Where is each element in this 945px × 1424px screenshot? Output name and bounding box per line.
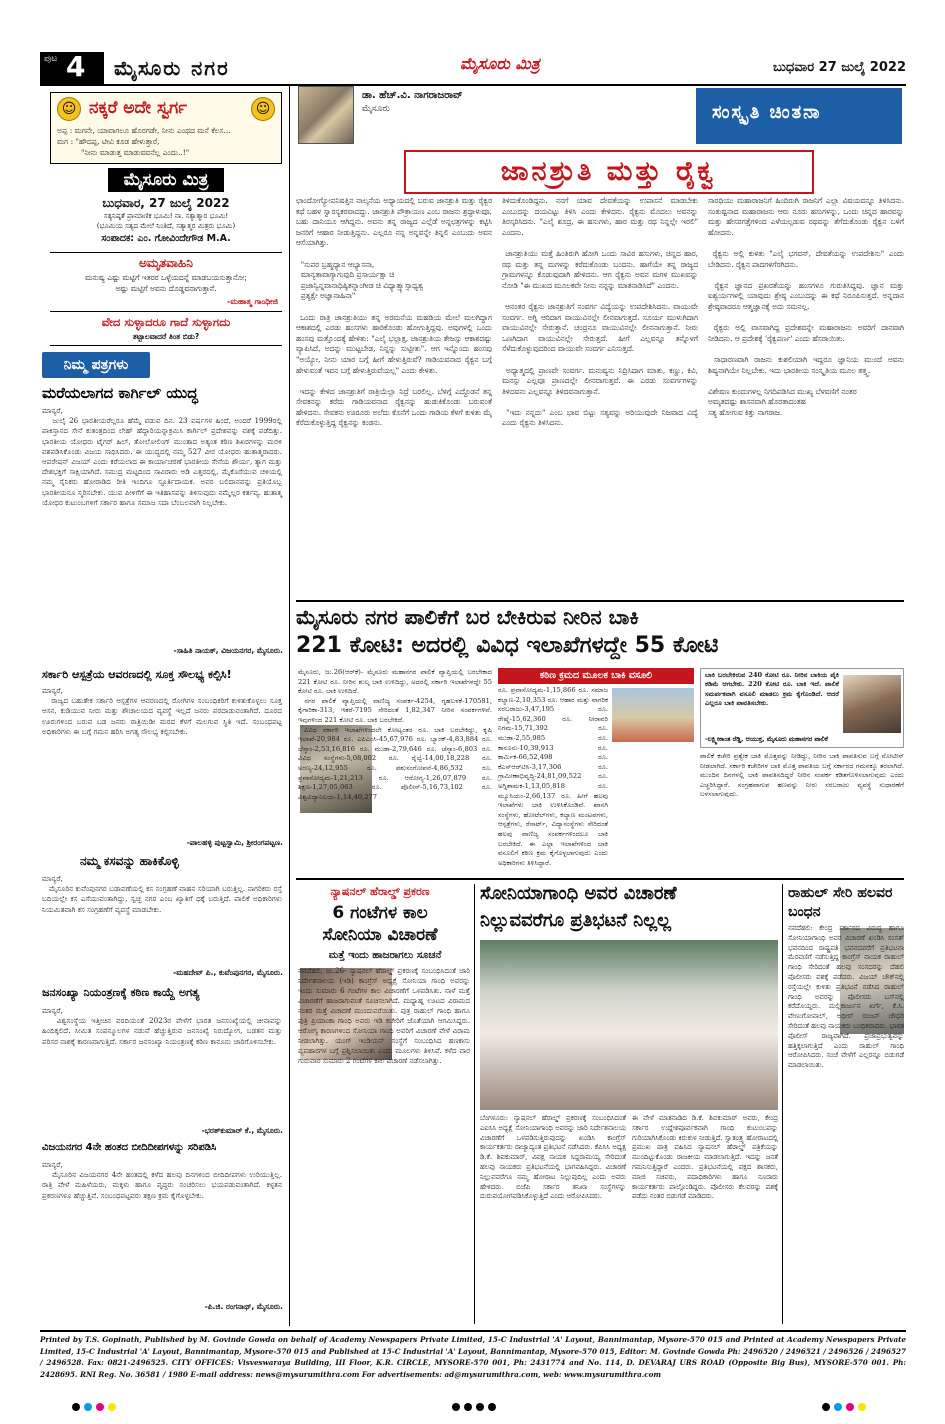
letter-body: ಮಾನ್ಯರೆ, ಜುಲೈ 26 ಭಾರತೀಯರೆಲ್ಲರೂ ಹೆಮ್ಮೆ ಪಡುವ ದಿನ. 23 ವರ್ಷಗಳ ಹಿಂದೆ, ಅಂದರೆ 1999ರಲ್ಲಿ ಪಾಕಿಸ್ತಾನದ ಸೇನೆ ಕುತಂತ್ರದಿಂದ ಲೇಹ್ ಹೆದ್ದಾರಿಯನ್ನಾಕ್ರಮಿಸಿ ಕಾರ್ಗಿಲ್‌ ಪ್ರದೇಶವನ್ನು ವಶಕ್ಕೆ ಪಡೆದಿತ್ತು. ಭಾರತೀಯ ಯೋಧರು ಟೈಗರ್ ಹಿಲ್, ತೋಲೋಲಿಂಗ್ ಮುಂತಾದ ಅತ್ಯಂತ ಕಠಿಣ ಶಿಖರಗಳನ್ನು ಮರಳಿ ವಶಪಡಿಸಿಕೊಂಡು ವಿಜಯ ಸಾಧಿಸಿದರು. ಈ ಯುದ್ಧದಲ್ಲಿ ನಮ್ಮ 527 ವೀರ ಯೋಧರು ಹುತಾತ್ಮರಾದರು. ಆಪರೇಷನ್ ವಿಜಯ್ ಎಂದು ಕರೆಯಲಾದ ಈ ಕಾರ್ಯಾಚರಣೆ ಭಾರತೀಯ ಸೇನೆಯ ಶೌರ್ಯ, ತ್ಯಾಗ ಮತ್ತು ದೇಶಭಕ್ತಿಗೆ ಸಾಕ್ಷಿಯಾಗಿದೆ. ಸಮುದ್ರ ಮಟ್ಟದಿಂದ ಸಾವಿರಾರು ಅಡಿ ಎತ್ತರದಲ್ಲಿ, ಮೈಕೊರೆಯುವ ಚಳಿಯಲ್ಲಿ ನಮ್ಮ ಸೈನಿಕರು ಹೋರಾಡಿದ ರೀತಿ ಇಂದಿಗೂ ಸ್ಫೂರ್ತಿದಾಯಕ. ಅವರ ಬಲಿದಾನವನ್ನು ಪ್ರತಿಯೊಬ್ಬ ಭಾರತೀಯನೂ ಸ್ಮರಿಸಬೇಕು. ಯುವ ಪೀಳಿಗೆಗೆ ಈ ಇತಿಹಾಸವನ್ನು ತಿಳಿಸುವುದು ನಮ್ಮೆಲ್ಲರ ಕರ್ತವ್ಯ. ಹುತಾತ್ಮ ಯೋಧರ ಕುಟುಂಬಗಳಿಗೆ ಸರ್ಕಾರ ಹಾಗೂ ಸಮಾಜ ಸದಾ ಬೆಂಬಲವಾಗಿ ನಿಲ್ಲಬೇಕು.: [42, 406, 283, 507]
footer-imprint: Printed by T.S. Gopinath, Published by M. Govinde Gowda on behalf of Academy Newspapers Private Limited, 15-C Industrial 'A' Layout, Bannimantap, Mysore-570 015 and Printed at Academy Newspapers Private Limited, 15-C Industrial 'A' Layout, Bannimantap, Mysore-570 015 and Published at 15-C Industrial 'A' Layout, Bannimantap, Mysore-570 015, Editor: M. Govinde Gowda Ph: 2496520 / 2496521 / 2496526 / 2496527 / 2496528. Fax: 0821-2496525. CITY OFFICES: Visveswaraya Building, III Floor, K.R. CIRCLE, MYSORE-570 001, Ph: 2431774 and No. 114, D. DEVARAJ URS ROAD (Opposite Big Bus), MYSORE-570 001. Ph: 2428695. RNI Reg. No. 36581 / 1980 E-mail address: news@mysurumithra.com For advertisements: ad@mysurumithra.com, web: www.mysurumithra.com: [40, 1335, 906, 1379]
water-headline-2: 221 ಕೋಟಿ: ಅದರಲ್ಲಿ ವಿವಿಧ ಇಲಾಖೆಗಳದ್ದೇ 55 ಕೋಟಿ: [296, 633, 719, 658]
rahul-headline: ರಾಹುಲ್ ಸೇರಿ ಹಲವರ ಬಂಧನ: [788, 885, 893, 920]
letters-section: [40, 350, 285, 1325]
section-name: ಮೈಸೂರು ನಗರ: [114, 56, 230, 80]
water-headline-1: ಮೈಸೂರು ನಗರ ಪಾಲಿಕೆಗೆ ಬರ ಬೇಕಿರುವ ನೀರಿನ ಬಾಕಿ: [296, 605, 639, 629]
series-title: ಸಂಸ್ಕೃತಿ ಚಿಂತನಾ: [712, 102, 822, 123]
sonia-body: ನವದೆಹಲಿ, ಜು.26- ನ್ಯಾಷನಲ್ ಹೆರಾಲ್ಡ್ ಪ್ರಕರಣಕ್ಕೆ ಸಂಬಂಧಿಸಿದಂತೆ ಜಾರಿ ನಿರ್ದೇಶನಾಲಯ (ಇಡಿ) ಕಾಂಗ್ರೆಸ್ ಅಧ್ಯಕ್ಷೆ ಸೋನಿಯಾ ಗಾಂಧಿ ಅವರನ್ನು ಇಂದು ಸುಮಾರು 6 ಗಂಟೆಗಳ ಕಾಲ ವಿಚಾರಣೆಗೆ ಒಳಪಡಿಸಿತು. ನಾಳೆ ಮತ್ತೆ ವಿಚಾರಣೆಗೆ ಹಾಜರಾಗುವಂತೆ ಸೂಚಿಸಲಾಗಿದೆ. ಮಧ್ಯಾಹ್ನ ಊಟದ ವಿರಾಮದ ನಂತರ ಮತ್ತೆ ವಿಚಾರಣೆ ಮುಂದುವರೆಯಿತು. ಪುತ್ರ ರಾಹುಲ್ ಗಾಂಧಿ ಹಾಗೂ ಪುತ್ರಿ ಪ್ರಿಯಾಂಕಾ ಗಾಂಧಿ ಅವರು ಇಡಿ ಕಚೇರಿಗೆ ಜೊತೆಯಾಗಿ ಆಗಮಿಸಿದ್ದರು. ಆರೋಗ್ಯ ಕಾರಣಗಳಿಂದ ಸೋನಿಯಾ ಗಾಂಧಿ ಅವರಿಗೆ ವಿಚಾರಣೆ ವೇಳೆ ವಿರಾಮ ನೀಡಲಾಗಿತ್ತು. ಯಂಗ್ ಇಂಡಿಯನ್ ಸಂಸ್ಥೆಗೆ ಸಂಬಂಧಿಸಿದ ಹಣಕಾಸು ವ್ಯವಹಾರಗಳ ಬಗ್ಗೆ ಪ್ರಶ್ನಿಸಲಾಯಿತು ಎಂದು ಮೂಲಗಳು ತಿಳಿಸಿವೆ. ಕಳೆದ ವಾರ ಗುರುವಾರ ಸುಮಾರು 2 ಗಂಟೆಗಳ ಕಾಲ ವಿಚಾರಣೆ ನಡೆಸಲಾಗಿತ್ತು.: [298, 967, 473, 1065]
footer-rule: [40, 1330, 906, 1332]
water-intro: ಮೈಸೂರು, ಜು.26(ಆರ್‌ಕೆ)- ಮೈಸೂರು ಮಹಾನಗರ ಪಾಲಿಕೆ ವ್ಯಾಪ್ತಿಯಲ್ಲಿ ಬರಬೇಕಾದ 221 ಕೋಟಿ ರೂ. ನೀರಿನ ಶುಲ್ಕ ಬಾಕಿ ಉಳಿದಿದ್ದು, ಅದರಲ್ಲಿ ಸರ್ಕಾರಿ ಇಲಾಖೆಗಳದ್ದೇ 55 ಕೋಟಿ ರೂ. ಬಾಕಿ ಉಳಿದಿದೆ. ನಗರ ಪಾಲಿಕೆ ವ್ಯಾಪ್ತಿಯಲ್ಲಿ ವಾಣಿಜ್ಯ ಸಂಪರ್ಕ-4254, ಗೃಹಬಳಕೆ-170581, ಕೈಗಾರಿಕಾ-313, ಇತರೆ-7195 ಸೇರಿದಂತೆ 1,82,347 ನೀರಿನ ಸಂಪರ್ಕಗಳಿವೆ. ಇವುಗಳಿಂದ 221 ಕೋಟಿ ರೂ. ಬಾಕಿ ಬರಬೇಕಿದೆ. ವಿವಿಧ ಸರ್ಕಾರಿ ಇಲಾಖೆಗಳಿಂದಲೇ ಕೋಟ್ಯಂತರ ರೂ. ಬಾಕಿ ಬರಬೇಕಿದ್ದು, ಕೃಷಿ ಇಲಾಖೆ-20,984 ರೂ. ಎಪಿಎಂಸಿ-45,67,976 ರೂ. ಬ್ಯಾಂಕ್-4,83,884 ರೂ. ಬೆಸ್ಕಾಂ-2,53,16,816 ರೂ. ಮುಡಾ-2,79,646 ರೂ. ಚೆಸ್ಕಾಂ-6,803 ರೂ. ವಿವಿಧ ಸಂಸ್ಥೆಗಳು-5,08,002 ರೂ. ರೈಲ್ವೆ-14,00,18,228 ರೂ. ಅರಣ್ಯ-24,12,955 ರೂ. ಪಶುಸಂಗೋಪನೆ-4,86,532 ರೂ. ಪ್ರವಾಸೋದ್ಯಮ-1,21,213 ರೂ. ಆರೋಗ್ಯ-1,26,07,879 ರೂ. ಶಿಕ್ಷಣ-1,27,05,063 ರೂ. ಪೊಲೀಸ್-5,16,73,102 ರೂ. ವಿಶ್ವವಿದ್ಯಾನಿಲಯ-1,14,40,277: [298, 668, 492, 801]
quote-title: ಅಮೃತವಾಹಿನಿ: [139, 256, 193, 270]
column-text-1: ಛಾಂದೋಗ್ಯೋಪನಿಷತ್ತಿನ ನಾಲ್ಕನೆಯ ಅಧ್ಯಾಯದಲ್ಲಿ ಬರುವ ಜಾನಶ್ರುತಿ ಮತ್ತು ರೈಕ್ವರ ಕಥೆ ಬಹಳ ಸ್ವಾರಸ್ಯಕರವಾದದ್ದು. ಜಾನಶ್ರುತಿ ಪೌತ್ರಾಯಣ ಎಂಬ ರಾಜನು ಶ್ರದ್ಧಾಳುವೂ, ಬಹು ದಾನಿಯೂ ಆಗಿದ್ದನು. ಅವನು ತನ್ನ ರಾಜ್ಯದ ಎಲ್ಲೆಡೆ ಅನ್ನಛತ್ರಗಳನ್ನು ಕಟ್ಟಿಸಿ ಜನರಿಗೆ ಆಹಾರ ನೀಡುತ್ತಿದ್ದನು. ಎಲ್ಲರೂ ನನ್ನ ಅನ್ನವನ್ನೇ ತಿನ್ನಲಿ ಎಂಬುದು ಅವನ ಆಸೆಯಾಗಿತ್ತು. "ಸುಪರ ಬ್ರಹ್ಮಧ್ಯಾನ ಆಭ್ಯಾಸನಾ, ಮಾನ್ಯತಾವಾಗ್ಯಾಗುವುದಿ ಪ್ರಸಾರ್ಯಕ್ಷಾ ಚಿ ಪ್ರಜಾನ್ವಿನ್ನವಾನಾಧಿಷ್ಠಿತನ್ನಾಂಗೀಡ ಚಿ ವಿಧ್ಯಾತ್ಸ್ಯಾಸ್ಸಾಧ್ಯತ್ವ ಪ್ರತ್ಯಕ್ಷೇ ಅಜ್ಞಾನಾಹಿನಾ" ಒಂದು ರಾತ್ರಿ ಜಾನಶ್ರುತಿಯು ತನ್ನ ಅರಮನೆಯ ಮಹಡಿಯ ಮೇಲೆ ಮಲಗಿದ್ದಾಗ ಆಕಾಶದಲ್ಲಿ ಎರಡು ಹಂಸಗಳು ಹಾರಿಕೊಂಡು ಹೋಗುತ್ತಿದ್ದವು. ಅವುಗಳಲ್ಲಿ ಒಂದು ಹಂಸವು ಮತ್ತೊಂದಕ್ಕೆ ಹೇಳಿತು: "ಎಲೈ ಭಲ್ಲಾಕ್ಷ, ಜಾನಶ್ರುತಿಯ ತೇಜಸ್ಸು ಆಕಾಶದಷ್ಟು ವ್ಯಾಪಿಸಿದೆ, ಅದನ್ನು ಮುಟ್ಟಬೇಡ, ನಿನ್ನನ್ನು ಸುಟ್ಟೀತು". ಆಗ ಇನ್ನೊಂದು ಹಂಸವು "ಅಯ್ಯೋ, ನೀನು ಯಾರ ಬಗ್ಗೆ ಹೀಗೆ ಹೇಳುತ್ತಿರುವೆ? ಗಾಡಿಯವನಾದ ರೈಕ್ವನ ಬಗ್ಗೆ ಹೇಳುವಂತೆ ಇವನ ಬಗ್ಗೆ ಹೇಳುತ್ತಿರುವೆಯಲ್ಲ" ಎಂದು ಕೇಳಿತು. ಇದನ್ನು ಕೇಳಿದ ಜಾನಶ್ರುತಿಗೆ ರಾತ್ರಿಯೆಲ್ಲಾ ನಿದ್ರೆ ಬರಲಿಲ್ಲ. ಬೆಳಿಗ್ಗೆ ಎದ್ದೊಡನೆ ತನ್ನ ಸೇವಕನನ್ನು ಕರೆದು ಗಾಡಿಯವನಾದ ರೈಕ್ವನನ್ನು ಹುಡುಕಿಕೊಂಡು ಬರುವಂತೆ ಹೇಳಿದನು. ಸೇವಕನು ಊರೂರು ಅಲೆದು ಕೊನೆಗೆ ಒಂದು ಗಾಡಿಯ ಕೆಳಗೆ ಕುಳಿತು ಮೈ ಕೆರೆದುಕೊಳ್ಳುತ್ತಿದ್ದ ರೈಕ್ವನನ್ನು ಕಂಡನು.: [296, 196, 492, 428]
letter-sign: -ಮಹದೇವ್ ಪಿ., ಕುವೆಂಪುನಗರ, ಮೈಸೂರು.: [173, 968, 283, 977]
page-number: 4: [66, 50, 86, 83]
quote-author: -ಮಹಾತ್ಮ ಗಾಂಧೀಜಿ: [227, 297, 278, 306]
laughing-face-icon: ☺: [57, 97, 81, 121]
letter-body: ಮಾನ್ಯರೆ, ಮೈಸೂರಿನ ಕುವೆಂಪುನಗರ ಬಡಾವಣೆಯಲ್ಲಿ ಕಸ ಸಂಗ್ರಹಣೆ ವಾಹನ ಸರಿಯಾಗಿ ಬರುತ್ತಿಲ್ಲ. ನಾಗರಿಕರು ರಸ್ತೆ ಬದಿಯಲ್ಲೇ ಕಸ ಎಸೆಯುವಂತಾಗಿದ್ದು, ಸ್ವಚ್ಛ ನಗರ ಎಂಬ ಖ್ಯಾತಿಗೆ ಧಕ್ಕೆ ಬರುತ್ತಿದೆ. ಪಾಲಿಕೆ ಅಧಿಕಾರಿಗಳು ನಿಯಮಿತವಾಗಿ ಕಸ ಸಂಗ್ರಹಣೆಗೆ ವ್ಯವಸ್ಥೆ ಮಾಡಬೇಕು.: [42, 874, 283, 914]
quote-box: [50, 252, 282, 346]
water-subhead: ಕಠಿಣ ಕ್ರಮದ ಮೂಲಕ ಬಾಕಿ ವಸೂಲಿ: [498, 668, 694, 684]
commissioner-photo: [843, 675, 901, 733]
masthead-line2: (ಭೂಮಿಯ ಸತ್ಯದ ಮೇಲೆ ನಿಂತಿದೆ, ಸತ್ಯಾತ್ಮರ ಮಿತ್ರರು ಭೂಮಿ): [96, 222, 236, 230]
quote-line: ಅಷ್ಟು ಮಟ್ಟಿಗೆ ಅವನು ದೊಡ್ಡವನಾಗುತ್ತಾನೆ.: [115, 284, 217, 293]
building-photo: [612, 688, 694, 742]
editor-line: ಸಂಪಾದಕ: ಎಂ. ಗೋವಿಂದೇಗೌಡ M.A.: [101, 233, 231, 244]
author-photo: [298, 86, 354, 144]
masthead-line1: ಸತ್ಯನಿಷ್ಠತೆ ಪ್ರಾಮಾಣಿಕ ಭೂಮಿ! ನಾ. ಸತ್ಯಾತ್ಮಾರ ಭೂಮಿ!: [103, 212, 229, 220]
protest-text-1: ಬೆಂಗಳೂರು: ನ್ಯಾಷನಲ್ ಹೆರಾಲ್ಡ್ ಪ್ರಕರಣಕ್ಕೆ ಸಂಬಂಧಿಸಿದಂತೆ ಎಐಸಿಸಿ ಅಧ್ಯಕ್ಷೆ ಸೋನಿಯಾಗಾಂಧಿ ಅವರನ್ನು ಜಾರಿ ನಿರ್ದೇಶನಾಲಯ ವಿಚಾರಣೆಗೆ ಒಳಪಡಿಸುತ್ತಿರುವುದನ್ನು ಖಂಡಿಸಿ ಕಾಂಗ್ರೆಸ್ ಕಾರ್ಯಕರ್ತರು ರಾಜ್ಯಾದ್ಯಂತ ಪ್ರತಿಭಟನೆ ನಡೆಸಿದರು. ಕೆಪಿಸಿಸಿ ಅಧ್ಯಕ್ಷ ಡಿ.ಕೆ. ಶಿವಕುಮಾರ್, ವಿಪಕ್ಷ ನಾಯಕ ಸಿದ್ದರಾಮಯ್ಯ ಸೇರಿದಂತೆ ಹಲವು ನಾಯಕರು ಪ್ರತಿಭಟನೆಯಲ್ಲಿ ಭಾಗವಹಿಸಿದ್ದರು. ವಿಚಾರಣೆ ನಿಲ್ಲುವವರೆಗೂ ನಮ್ಮ ಹೋರಾಟ ನಿಲ್ಲುವುದಿಲ್ಲ ಎಂದು ಅವರು ಹೇಳಿದರು. ಬಿಜೆಪಿ ಸರ್ಕಾರ ತನಿಖಾ ಸಂಸ್ಥೆಗಳನ್ನು ದುರುಪಯೋಗಪಡಿಸಿಕೊಳ್ಳುತ್ತಿದೆ ಎಂದು ಆರೋಪಿಸಿದರು.: [480, 1114, 629, 1201]
letters-banner: ನಿಮ್ಮ ಪತ್ರಗಳು: [42, 352, 150, 378]
quote-divider: [50, 311, 282, 312]
left-column-divider: [289, 86, 290, 1326]
proverb-sub: ತಟ್ಟಾಲವಾದರೆ ತಿಂತ ಬಿಡು?: [132, 332, 200, 341]
water-divider: [296, 878, 904, 880]
masthead-box: [50, 168, 282, 248]
commissioner-quote-box: [700, 668, 904, 748]
series-box: [696, 88, 902, 144]
column-header-band: [296, 86, 902, 148]
joke-line: "ನೀನು ಮಾಡುತ್ತ ಮಾಡುವವನೆಲ್ಲ ಎಂದು..!": [81, 148, 190, 157]
page-number-box: [40, 52, 104, 84]
letter-title: ಮರೆಯಲಾಗದ ಕಾರ್ಗಿಲ್‌ ಯುದ್ಧ: [42, 384, 198, 402]
letter-sign: -ಸಾಹಿತಿ ನಾಯಕ್, ವಿಜಯನಗರ, ಮೈಸೂರು.: [173, 646, 283, 655]
water-sub-body: ರೂ. ಪ್ರವಾಸೋದ್ಯಮ-1,15,866 ರೂ. ಸಮಾಜ ಕಲ್ಯಾಣ-2,10,353 ರೂ. ಆಹಾರ ಮತ್ತು ನಾಗರಿಕ ಸರಬರಾಜು-3,47,195 ರೂ. ರೇಷ್ಮೆ-15,62,360 ರೂ. ನೀರಾವರಿ ನಿಗಮ-15,71,392 ರೂ. ಮುಡಾ-2,55,985 ರೂ. ಕಾನೂನು-10,39,913 ರೂ. ಕಾರ್ಮಿಕ-66,52,498 ರೂ. ಕೆಎಸ್‌ಆರ್‌ಟಿಸಿ-3,17,306 ರೂ. ಗ್ರಾಮೀಣಾಭಿವೃದ್ಧಿ-24,81,09,522 ರೂ. ಅಗ್ನಿಶಾಮಕ-1,13,05,818 ರೂ. ಮ್ಯೂಸಿಯಂ-2,66,137 ರೂ. ಹೀಗೆ ಹಲವು ಇಲಾಖೆಗಳು ಬಾಕಿ ಉಳಿಸಿಕೊಂಡಿವೆ. ಖಾಸಗಿ ಸಂಸ್ಥೆಗಳು, ಹೋಟೆಲ್‌ಗಳು, ಕಲ್ಯಾಣ ಮಂಟಪಗಳು, ಆಸ್ಪತ್ರೆಗಳು, ರೆಸಾರ್ಟ್‌, ವಿದ್ಯಾಸಂಸ್ಥೆಗಳು ಸೇರಿದಂತೆ ಹಲವು ವಾಣಿಜ್ಯ ಸಂಪರ್ಕಗಳಿಂದಲೂ ಬಾಕಿ ಬರಬೇಕಿದೆ. ಈ ಎಲ್ಲಾ ಇಲಾಖೆಗಳಿಂದ ಬಾಕಿ ವಸೂಲಿಗೆ ಕಠಿಣ ಕ್ರಮ ಕೈಗೊಳ್ಳಲಾಗುವುದು ಎಂದು ಅಧಿಕಾರಿಗಳು ತಿಳಿಸಿದ್ದಾರೆ.: [498, 686, 611, 867]
letter-sign: -ಭರತ್‌ಕುಮಾರ್ ಕೆ., ಮೈಸೂರು.: [201, 1126, 283, 1135]
letter-body: ಮಾನ್ಯರೆ, ವಿಶ್ವಸಂಸ್ಥೆಯ ಇತ್ತೀಚಿನ ವರದಿಯಂತೆ 2023ರ ವೇಳೆಗೆ ಭಾರತ ಜನಸಂಖ್ಯೆಯಲ್ಲಿ ಚೀನಾವನ್ನು ಹಿಂದಿಕ್ಕಲಿದೆ. ಸೀಮಿತ ಸಂಪನ್ಮೂಲಗಳ ನಡುವೆ ಹೆಚ್ಚುತ್ತಿರುವ ಜನಸಂಖ್ಯೆ ನಿರುದ್ಯೋಗ, ಬಡತನ ಮತ್ತು ಪರಿಸರ ನಾಶಕ್ಕೆ ಕಾರಣವಾಗುತ್ತಿದೆ. ಸರ್ಕಾರ ಜನಸಂಖ್ಯಾ ನಿಯಂತ್ರಣಕ್ಕೆ ಕಠಿಣ ಕಾನೂನು ಜಾರಿಗೊಳಿಸಬೇಕು.: [42, 1006, 282, 1046]
column-text-2: ತಿಳಿದುಕೊಂಡಿದ್ದನು. ನನಗೆ ಯಾವ ದೇವತೆಯನ್ನು ಉಪಾಸನೆ ಮಾಡಬೇಕು ಎಂಬುದನ್ನು ದಯವಿಟ್ಟು ತಿಳಿಸಿ ಎಂದು ಕೇಳಿದನು. ರೈಕ್ವನು ಮೊದಲು ಅವನನ್ನು ತಿರಸ್ಕರಿಸಿದನು. "ಎಲೈ ಶೂದ್ರ, ಈ ಹಸುಗಳು, ಹಾರ ಮತ್ತು ರಥ ನಿನ್ನಲ್ಲೇ ಇರಲಿ" ಎಂದನು. ಜಾನಶ್ರುತಿಯು ಮತ್ತೆ ಹಿಂತಿರುಗಿ ಹೋಗಿ ಒಂದು ಸಾವಿರ ಹಸುಗಳು, ಚಿನ್ನದ ಹಾರ, ರಥ ಮತ್ತು ತನ್ನ ಮಗಳನ್ನು ಕರೆದುಕೊಂಡು ಬಂದನು. ಹಾಗೆಯೇ ತನ್ನ ರಾಜ್ಯದ ಗ್ರಾಮಗಳನ್ನೂ ಕೊಡುವುದಾಗಿ ಹೇಳಿದನು. ಆಗ ರೈಕ್ವನು ಅವನ ಮಗಳ ಮುಖವನ್ನು ನೋಡಿ "ಈ ಮುಖದ ಮೂಲಕವೇ ನೀನು ನನ್ನನ್ನು ಮಾತನಾಡಿಸಿದೆ" ಎಂದನು. ಆನಂತರ ರೈಕ್ವನು ಜಾನಶ್ರುತಿಗೆ ಸಂವರ್ಗ ವಿದ್ಯೆಯನ್ನು ಉಪದೇಶಿಸಿದನು. ವಾಯುವೇ ಸಂವರ್ಗ. ಅಗ್ನಿ ಆರಿದಾಗ ವಾಯುವಿನಲ್ಲೇ ಲೀನವಾಗುತ್ತದೆ. ಸೂರ್ಯ ಮುಳುಗಿದಾಗ ವಾಯುವಿನಲ್ಲೇ ಸೇರುತ್ತಾನೆ. ಚಂದ್ರನೂ ವಾಯುವಿನಲ್ಲೇ ಲೀನನಾಗುತ್ತಾನೆ. ನೀರು ಒಣಗಿದಾಗ ವಾಯುವಿನಲ್ಲೇ ಸೇರುತ್ತದೆ. ಹೀಗೆ ಎಲ್ಲವನ್ನೂ ತನ್ನೊಳಗೆ ಸೆಳೆದುಕೊಳ್ಳುವುದರಿಂದ ವಾಯುವೇ ಸಂವರ್ಗ ಎನಿಸುತ್ತದೆ. ಅಧ್ಯಾತ್ಮದಲ್ಲಿ ಪ್ರಾಣವೇ ಸಂವರ್ಗ. ಮನುಷ್ಯನು ನಿದ್ರಿಸಿದಾಗ ಮಾತು, ಕಣ್ಣು, ಕಿವಿ, ಮನಸ್ಸು ಎಲ್ಲವೂ ಪ್ರಾಣದಲ್ಲೇ ಲೀನವಾಗುತ್ತವೆ. ಈ ಎರಡು ಸಂವರ್ಗಗಳನ್ನು ತಿಳಿದವನು ಎಲ್ಲವನ್ನೂ ತಿಳಿದವನಾಗುತ್ತಾನೆ. "ಇದು ನನ್ನದು" ಎಂಬ ಭಾವ ಬಿಟ್ಟು ಸತ್ಯವನ್ನು ಅರಿಯುವುದೇ ನಿಜವಾದ ವಿದ್ಯೆ ಎಂದು ರೈಕ್ವನು ತಿಳಿಸಿದನು.: [502, 196, 699, 428]
column-text-3: ಸಾರಥಿಯು ಮಹಾರಾಜನಿಗೆ ಹಿಂದಿರುಗಿ ರಾಜನಿಗೆ ಎಲ್ಲಾ ವಿಷಯವನ್ನೂ ತಿಳಿಸಿದನು. ಸಂತುಷ್ಟನಾದ ಮಹಾರಾಜನು ಆರು ನೂರು ಹಸುಗಳನ್ನು, ಒಂದು ಚಿನ್ನದ ಹಾರವನ್ನು ಮತ್ತು ಹೇಸರಗತ್ತೆಗಳಿಂದ ಎಳೆಯಲ್ಪಡುವ ರಥವನ್ನು ತೆಗೆದುಕೊಂಡು ರೈಕ್ವನ ಬಳಿಗೆ ಹೋದನು. ರೈಕ್ವನು ಅಲ್ಲಿ ಕುಳಿತು "ಎಲೈ ಭಗವನ್, ದೇವತೆಯನ್ನು ಉಪದೇಶಿಸು" ಎಂದು ಬೇಡಿದನು. ರೈಕ್ವನ ಪಾದಗಳಿಗೆರಗಿದನು. ರೈಕ್ವನ ಜ್ಞಾನದ ಪ್ರಖರತೆಯನ್ನು ಹಂಸಗಳೂ ಗುರುತಿಸಿದ್ದವು. ಜ್ಞಾನ ಮತ್ತು ಐಶ್ವರ್ಯಗಳಲ್ಲಿ ಯಾವುದು ಶ್ರೇಷ್ಠ ಎಂಬುದನ್ನು ಈ ಕಥೆ ನಿರೂಪಿಸುತ್ತದೆ. ಅನ್ನದಾನ ಶ್ರೇಷ್ಠವಾದರೂ ಆತ್ಮಜ್ಞಾನಕ್ಕೆ ಅದು ಸಮನಲ್ಲ. ರೈಕ್ವರು ಅಲ್ಲಿ ವಾಸವಾಗಿದ್ದ ಪ್ರದೇಶವನ್ನೇ ಮಹಾರಾಜನು ಅವರಿಗೆ ದಾನವಾಗಿ ನೀಡಿದನು. ಆ ಪ್ರದೇಶಕ್ಕೆ 'ರೈಕ್ವಪರ್ಣ' ಎಂದು ಹೆಸರಾಯಿತು. ಸಾಧಾರಣವಾಗಿ ರಾಜನು ಕುಶಲಿಯಾಗಿ ಇದ್ದರೂ ಜ್ಞಾನಿಯ ಮುಂದೆ ಅವನು ಶಿಷ್ಯನಾಗಿಯೇ ನಿಲ್ಲಬೇಕು. ಇದು ಭಾರತೀಯ ಸಂಸ್ಕೃತಿಯ ಮೂಲ ತತ್ತ್ವ. ವಿಶೇಷಣ ಕುಂದುಗಳಲ್ಲ ನಿಗದಿಪಡಿಸಿದ ಮುಖ್ಯ ಬೆಳವಣಿಗೆ ನಂತರ ಅಮೃತದಷ್ಟು ಶಾಸನವಾಗಿ ಹೊರತಾದಂತಹ ಸತ್ಯ ಹೋಗುವ ಕಿತ್ತು ನಾಗರಾಜ.: [708, 196, 904, 417]
laughing-face-icon: ☺: [251, 97, 275, 121]
masthead-logo-box: ಮೈಸೂರು ಮಿತ್ರ: [108, 168, 224, 192]
protest-photo: [480, 940, 778, 1110]
registration-marks-left: [70, 1396, 118, 1415]
letter-sign: -ಪಿ.ಜಿ. ರಂಗನಾಥ್, ಮೈಸೂರು.: [204, 1302, 283, 1311]
sonia-kicker: ನ್ಯಾಷನಲ್ ಹೆರಾಲ್ಡ್ ಪ್ರಕರಣ: [330, 885, 430, 898]
sonia-headline: 6 ಗಂಟೆಗಳ ಕಾಲ ಸೋನಿಯಾ ವಿಚಾರಣೆ: [322, 903, 438, 945]
rahul-body: ನವದೆಹಲಿ: ಕೇಂದ್ರ ಸರ್ಕಾರದ ವಿರುದ್ಧ ಹಾಗೂ ಸೋನಿಯಾಗಾಂಧಿ ಅವರ ವಿಚಾರಣೆ ಖಂಡಿಸಿ ಸಂಸತ್ ಭವನದಿಂದ ರಾಷ್ಟ್ರಪತಿ ಭವನದವರೆಗೆ ಪ್ರತಿಭಟನಾ ಮೆರವಣಿಗೆ ನಡೆಸುತ್ತಿದ್ದ ಕಾಂಗ್ರೆಸ್ ನಾಯಕ ರಾಹುಲ್‌ ಗಾಂಧಿ ಸೇರಿದಂತೆ ಹಲವು ಸಂಸದರನ್ನು ದೆಹಲಿ ಪೊಲೀಸರು ವಶಕ್ಕೆ ಪಡೆದರು. ವಿಜಯ್ ಚೌಕ್‌ನಲ್ಲಿ ರಸ್ತೆಯಲ್ಲೇ ಕುಳಿತು ಪ್ರತಿಭಟನೆ ನಡೆಸಿದ ರಾಹುಲ್ ಗಾಂಧಿ ಅವರನ್ನು ಪೊಲೀಸರು ಬಸ್‌ನಲ್ಲಿ ಕರೆದೊಯ್ದರು. ಮಲ್ಲಿಕಾರ್ಜುನ ಖರ್ಗೆ, ಕೆ.ಸಿ. ವೇಣುಗೋಪಾಲ್, ಅಧೀರ್ ರಂಜನ್ ಚೌಧರಿ ಸೇರಿದಂತೆ ಹಲವು ನಾಯಕರು ಬಂಧಿತರಾದರು. ಭಾರತ ಪೊಲೀಸ್ ರಾಜ್ಯವಾಗಿದೆ. ಪ್ರಜಾಪ್ರಭುತ್ವವನ್ನು ಹತ್ತಿಕ್ಕಲಾಗುತ್ತಿದೆ ಎಂದು ರಾಹುಲ್ ಗಾಂಧಿ ಆರೋಪಿಸಿದರು. ಸಂಜೆ ವೇಳೆಗೆ ಎಲ್ಲರನ್ನೂ ಬಿಡುಗಡೆ ಮಾಡಲಾಯಿತು.: [788, 924, 904, 1070]
author-place: ಮೈಸೂರು: [362, 104, 390, 114]
sonia-subhead: ಮತ್ತೆ ಇಂದು ಹಾಜರಾಗಲು ಸೂಚನೆ: [328, 950, 442, 961]
protest-divider: [782, 884, 783, 1324]
protest-headline-1: ಸೋನಿಯಾಗಾಂಧಿ ಅವರ ವಿಚಾರಣೆ: [480, 883, 677, 904]
protest-headline-2: ನಿಲ್ಲುವವರೆಗೂ ಪ್ರತಿಭಟನೆ ನಿಲ್ಲಲ್ಲ: [480, 910, 671, 931]
commissioner-quote: ಬಾಕಿ ಬರಬೇಕಿರುವ 240 ಕೋಟಿ ರೂ. ನೀರಿನ ಬಾಕಿಯ ಪೈಕಿ ಕಡಿಮೆ ಆಗಬೇಕು. 220 ಕೋಟಿ ರೂ. ಬಾಕಿ ಇದೆ. ಪಾಲಿಕೆ ಸಮರ್ಪಕವಾಗಿ ವಸೂಲಿ ಮಾಡಲು ಕ್ರಮ ಕೈಗೊಂಡಿದೆ. ಆದರೆ ಎಲ್ಲರೂ ಬಾಕಿ ಪಾವತಿಸಬೇಕು.: [705, 671, 842, 708]
column-title: ಜಾನಶ್ರುತಿ ಮತ್ತು ರೈಕ್ವ: [404, 150, 814, 194]
masthead-date: ಬುಧವಾರ, 27 ಜುಲೈ 2022: [102, 196, 230, 210]
registration-marks-center: [450, 1396, 498, 1415]
sonia-divider: [474, 884, 475, 1324]
letter-sign: -ಪಾಲಹಳ್ಳಿ ಪುಟ್ಟಸ್ವಾಮಿ, ಶ್ರೀರಂಗಪಟ್ಟಣ.: [186, 838, 283, 847]
column-divider: [296, 600, 904, 602]
joke-line: ಮಗ : "ಹೌದಪ್ಪ, ಟೀವಿ ಕೂಡ ಹೇಳುತ್ತಾರೆ,: [57, 137, 160, 146]
page-label: ಪುಟ: [44, 54, 58, 64]
protest-text-2: ಈ ವೇಳೆ ಮಾತನಾಡಿದ ಡಿ.ಕೆ. ಶಿವಕುಮಾರ್ ಅವರು, ಕೇಂದ್ರ ಸರ್ಕಾರ ಉದ್ದೇಶಪೂರ್ವಕವಾಗಿ ಗಾಂಧಿ ಕುಟುಂಬವನ್ನು ಗುರಿಯಾಗಿಸಿಕೊಂಡು ಕಿರುಕುಳ ನೀಡುತ್ತಿದೆ. ಸ್ವಾತಂತ್ರ್ಯ ಹೋರಾಟದಲ್ಲಿ ಪ್ರಮುಖ ಪಾತ್ರ ವಹಿಸಿದ ನ್ಯಾಷನಲ್ ಹೆರಾಲ್ಡ್ ಪತ್ರಿಕೆಯನ್ನು ಮುಂದಿಟ್ಟುಕೊಂಡು ರಾಜಕೀಯ ಮಾಡಲಾಗುತ್ತಿದೆ. ಇದನ್ನು ಜನತೆ ಗಮನಿಸುತ್ತಿದ್ದಾರೆ ಎಂದರು. ಪ್ರತಿಭಟನೆಯಲ್ಲಿ ಪಕ್ಷದ ಶಾಸಕರು, ಮಾಜಿ ಸಚಿವರು, ಪದಾಧಿಕಾರಿಗಳು ಹಾಗೂ ನೂರಾರು ಕಾರ್ಯಕರ್ತರು ಪಾಲ್ಗೊಂಡಿದ್ದರು. ಪೊಲೀಸರು ಕೆಲವರನ್ನು ವಶಕ್ಕೆ ಪಡೆದು ನಂತರ ಬಿಡುಗಡೆ ಮಾಡಿದರು.: [632, 1114, 781, 1201]
letter-title: ವಿಜಯನಗರ 4ನೇ ಹಂತದ ಬೀದಿದೀಪಗಳನ್ನು ಸರಿಪಡಿಸಿ: [42, 1142, 217, 1153]
letter-body: ಮಾನ್ಯರೆ, ರಾಜ್ಯದ ಬಹುತೇಕ ಸರ್ಕಾರಿ ಆಸ್ಪತ್ರೆಗಳ ಆವರಣದಲ್ಲಿ ರೋಗಿಗಳ ಸಂಬಂಧಿಕರಿಗೆ ಕುಳಿತುಕೊಳ್ಳಲು ಸೂಕ್ತ ಆಸನ, ಕುಡಿಯುವ ನೀರು ಮತ್ತು ಶೌಚಾಲಯದ ವ್ಯವಸ್ಥೆ ಇಲ್ಲದೆ ಜನರು ಪರದಾಡುವಂತಾಗಿದೆ. ದೂರದ ಊರುಗಳಿಂದ ಬರುವ ಬಡ ಜನರು ರಾತ್ರಿಯಿಡೀ ಮರದ ಕೆಳಗೆ ಮಲಗುವ ಸ್ಥಿತಿ ಇದೆ. ಸಂಬಂಧಪಟ್ಟ ಅಧಿಕಾರಿಗಳು ಈ ಬಗ್ಗೆ ಗಮನ ಹರಿಸಿ ಅಗತ್ಯ ಸೌಲಭ್ಯ ಕಲ್ಪಿಸಬೇಕು.: [42, 686, 282, 736]
proverb: ವೇದ ಸುಳ್ಳಾದರೂ ಗಾದೆ ಸುಳ್ಳಾಗದು: [101, 315, 231, 329]
header-date: ಬುಧವಾರ 27 ಜುಲೈ 2022: [773, 60, 906, 75]
joke-line: ಅಪ್ಪ : ಮಗನೇ, ಯಾವಾಗಲೂ ಹೊರಗಡೇ, ನೀನು ಎಂಥದ ಮನೆ ಕೆಲಸ...: [57, 126, 231, 135]
commissioner-sign: -ಲಕ್ಷ್ಮೀಕಾಂತ ರೆಡ್ಡಿ, ಆಯುಕ್ತ, ಮೈಸೂರು ಮಹಾನಗರ ಪಾಲಿಕೆ: [705, 735, 828, 743]
letter-title: ನಮ್ಮ ಕಸವನ್ನು ಹಾಕಿಕೊಳ್ಳಿ: [80, 854, 179, 868]
page-header: [40, 52, 906, 86]
joke-box: [50, 92, 282, 164]
masthead-logo: ಮೈಸೂರು ಮಿತ್ರ: [460, 54, 540, 73]
water-continued: ಪಾಲಿಕೆ ಕಚೇರಿ ಪ್ರತ್ಯೇಕ ಬಾಕಿ ಮೊತ್ತವನ್ನು ನೀಡಿದ್ದು, ನೀರಿನ ಬಾಕಿ ಪಾವತಿಸುವ ಬಗ್ಗೆ ನೋಟೀಸ್ ನೀಡಲಾಗಿದೆ. ಸರ್ಕಾರಿ ಕಚೇರಿಗಳ ಬಾಕಿ ಮೊತ್ತ ಪಾವತಿಯ ಬಗ್ಗೆ ಸರ್ಕಾರದ ಗಮನಕ್ಕೂ ತರಲಾಗಿದೆ. ಮುಂದಿನ ದಿನಗಳಲ್ಲಿ ಬಾಕಿ ಪಾವತಿಸದಿದ್ದರೆ ನೀರಿನ ಸಂಪರ್ಕ ಕಡಿತಗೊಳಿಸಲಾಗುವುದು ಎಂದು ಎಚ್ಚರಿಸಿದ್ದಾರೆ. ಸಂಗ್ರಹವಾಗುವ ಹಣವನ್ನು ನೀರು ಸರಬರಾಜು ವ್ಯವಸ್ಥೆ ಸುಧಾರಣೆಗೆ ಬಳಸಲಾಗುವುದು.: [700, 752, 907, 799]
letter-title: ಜನಸಂಖ್ಯಾ ನಿಯಂತ್ರಣಕ್ಕೆ ಕಠಿಣ ಕಾಯ್ದೆ ಅಗತ್ಯ: [42, 986, 200, 999]
registration-marks-right: [820, 1396, 868, 1415]
letter-body: ಮಾನ್ಯರೆ, ಮೈಸೂರಿನ ವಿಜಯನಗರ 4ನೇ ಹಂತದಲ್ಲಿ ಕಳೆದ ಹಲವು ದಿನಗಳಿಂದ ಬೀದಿದೀಪಗಳು ಉರಿಯುತ್ತಿಲ್ಲ. ರಾತ್ರಿ ವೇಳೆ ಮಹಿಳೆಯರು, ಮಕ್ಕಳು ಹಾಗೂ ವೃದ್ಧರು ಸಂಚರಿಸಲು ಭಯಪಡುವಂತಾಗಿದೆ. ಕಳ್ಳತನ ಪ್ರಕರಣಗಳೂ ಹೆಚ್ಚುತ್ತಿವೆ. ಸಂಬಂಧಪಟ್ಟವರು ತಕ್ಷಣ ಕ್ರಮ ಕೈಗೊಳ್ಳಬೇಕು.: [42, 1160, 282, 1200]
quote-line: ಮನುಷ್ಯ ಎಷ್ಟು ಮಟ್ಟಿಗೆ ಇತರರ ಒಳ್ಳೆಯದನ್ನೆ ಮಾಡಬಯಸುತ್ತಾನೋ;: [85, 273, 247, 282]
letter-title: ಸರ್ಕಾರಿ ಆಸ್ಪತ್ರೆಯ ಆವರಣದಲ್ಲಿ ಸೂಕ್ತ ಸೌಲಭ್ಯ ಕಲ್ಪಿಸಿ!: [42, 668, 232, 681]
joke-title: ನಕ್ಕರೆ ಅದೇ ಸ್ವರ್ಗ: [89, 98, 188, 118]
author-name: ಡಾ. ಹೆಚ್‌.ವಿ. ನಾಗರಾಜರಾವ್: [362, 90, 463, 101]
